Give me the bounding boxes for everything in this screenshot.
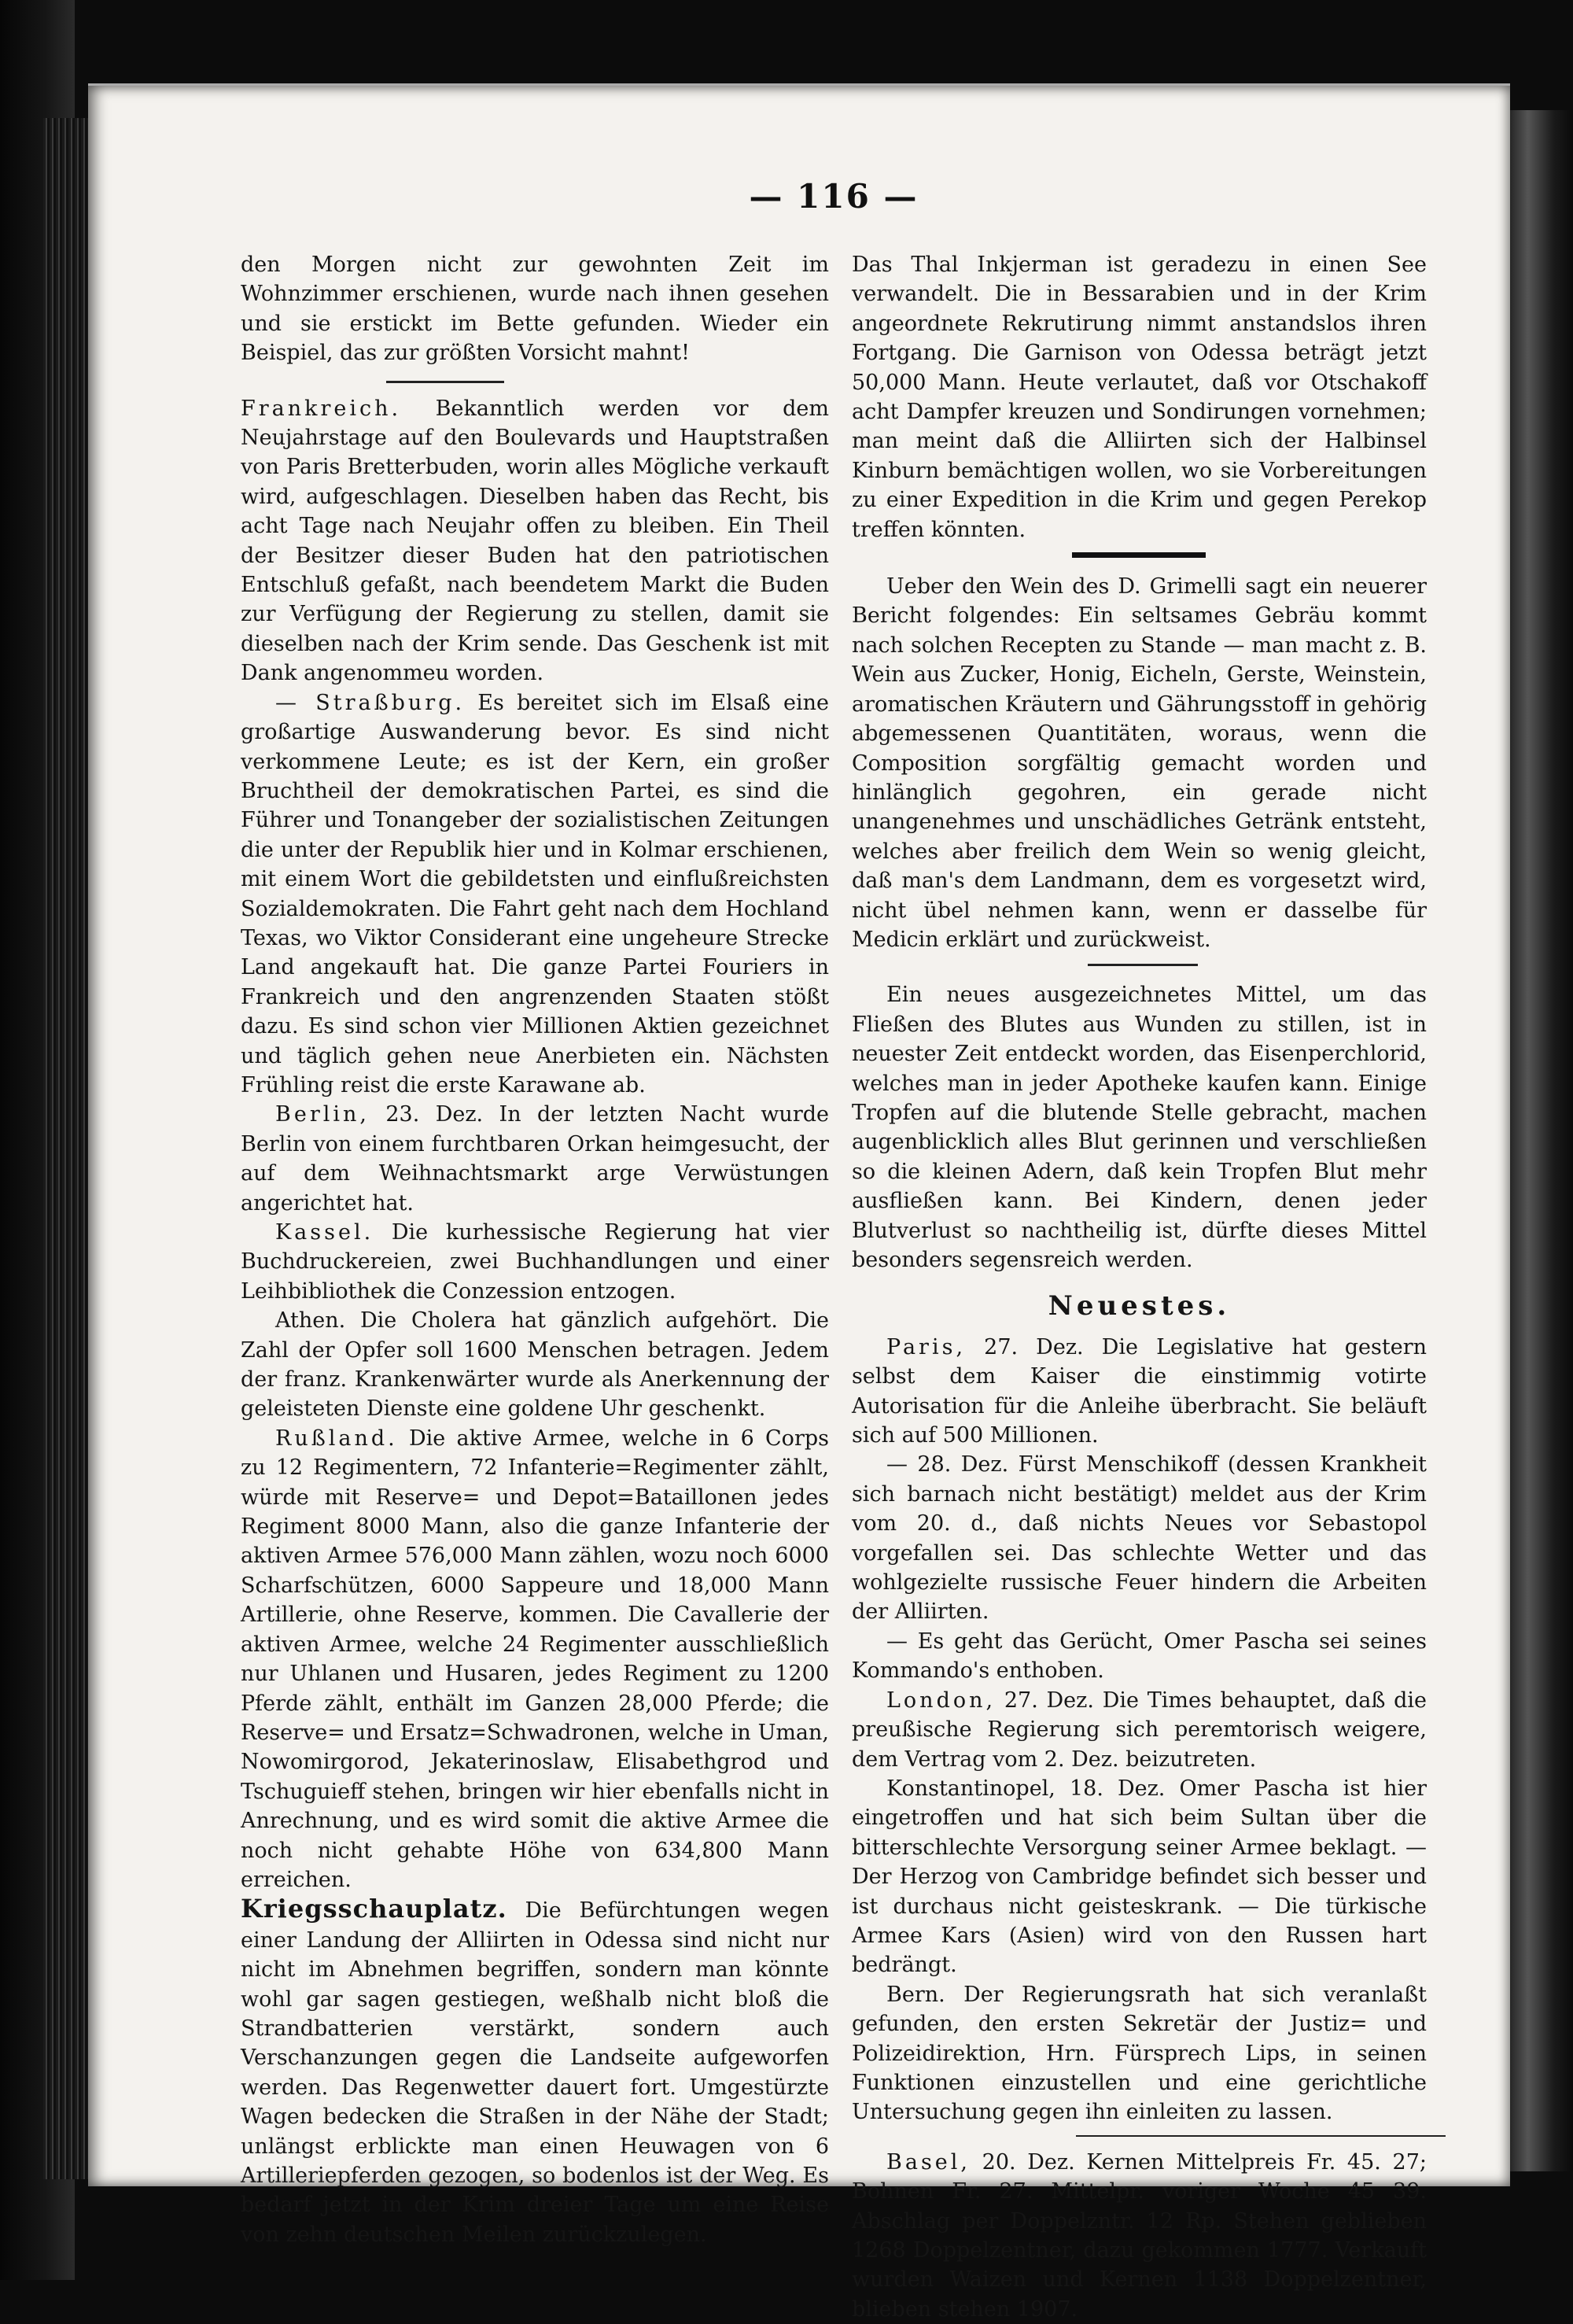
article-text: 27. Dez. Die Legislative hat gestern selbst dem Kaiser die einstimmig votirte Autorisation für die Anleihe überbracht. Sie beläuft sich auf 500 Millionen. bbox=[852, 1334, 1427, 1448]
article-text: Die kurhessische Regierung hat vier Buchdruckereien, zwei Buchhandlungen und einer Leihbibliothek die Conzession entzogen. bbox=[241, 1220, 829, 1304]
dateline-label: Berlin, bbox=[275, 1102, 370, 1127]
market-report-basel bbox=[852, 2148, 1427, 2324]
paragraph-continuation: Das Thal Inkjerman ist geradezu in einen See verwandelt. Die in Bessarabien und in der Krim angeordnete Rekrutirung nimmt anstandslos ihren Fortgang. Die Garnison von Odessa beträgt jetzt 50,000 Mann. Heute verlautet, daß vor Otschakoff acht Dampfer kreuzen und Sondirungen vornehmen; man meint daß die Alliirten sich der Halbinsel Kinburn bemächtigen wollen, wo sie Vorbereitungen zu einer Expedition in die Krim und gegen Perekop treffen könnten. bbox=[852, 253, 1427, 542]
dateline-label: Basel, bbox=[886, 2149, 971, 2175]
article-text: Es bereitet sich im Elsaß eine großartige Auswanderung bevor. Es sind nicht verkommene Leute; es ist der Kern, ein großer Bruchtheil der demokratischen Partei, es sind die Führer und Tonangeber der sozialistischen Zeitungen die unter der Republik hier und in Kolmar erschienen, mit einem Wort die gebildetsten und einflußreichsten Sozialdemokraten. Die Fahrt geht nach dem Hochland Texas, wo Viktor Considerant eine ungeheure Strecke Land angekauft hat. Die ganze Partei Fouriers in Frankreich und den angrenzenden Staaten stößt dazu. Es sind schon vier Millionen Aktien gezeichnet und täglich gehen neue Anerbieten ein. Nächsten Frühling reist die erste Karawane ab. bbox=[241, 690, 829, 1097]
separator-rule bbox=[1088, 964, 1198, 966]
dateline-label: Kassel. bbox=[275, 1220, 374, 1245]
article-text: Bekanntlich werden vor dem Neujahrstage auf den Boulevards und Hauptstraßen von Paris Bretterbuden, worin alles Mögliche verkauft wird, aufgeschlagen. Dieselben haben das Recht, bis acht Tage nach Neujahr offen zu bleiben. Ein Theil der Besitzer dieser Buden hat den patriotischen Entschluß gefaßt, nach beendetem Markt die Buden zur Verfügung der Regierung zu stellen, damit sie dieselben nach der Krim sende. Das Geschenk ist mit Dank angenommeu worden. bbox=[241, 396, 829, 686]
article-text: Die Befürchtungen wegen einer Landung der Alliirten in Odessa sind nicht nur nicht im Abnehmen begriffen, sondern man könnte wohl gar sagen gestiegen, weßhalb nicht bloß die Strandbatterien verstärkt, sondern auch Verschanzungen gegen die Landseite aufgeworfen werden. Das Regenwetter dauert fort. Umgestürzte Wagen bedecken die Straßen in der Nähe der Stadt; unlängst erblickte man einen Heuwagen von 6 Artilleriepferden gezogen, so bodenlos ist der Weg. Es bedarf jetzt in der Krim dreier Tage um eine Reise von zehn deutschen Meilen zurückzulegen. bbox=[241, 1898, 829, 2247]
separator-rule bbox=[1072, 552, 1206, 558]
page-number: — 116 — bbox=[749, 177, 919, 216]
dateline-label: London, bbox=[886, 1688, 996, 1713]
news-paris bbox=[852, 1333, 1427, 1451]
left-column bbox=[241, 250, 829, 2249]
dateline-label: Rußland. bbox=[275, 1426, 398, 1451]
article-text: 18. Dez. Omer Pascha ist hier eingetroffen und hat sich beim Sultan über die bitterschlechte Versorgung seiner Armee beklagt. — Der Herzog von Cambridge befindet sich besser und ist durchaus nicht geisteskrank. — Die türkische Armee Kars (Asien) wird von den Russen hart bedrängt. bbox=[852, 1776, 1427, 1978]
news-konstantinopel bbox=[852, 1774, 1427, 1980]
right-column bbox=[852, 250, 1427, 2324]
article-text: 20. Dez. Kernen Mittelpreis Fr. 45. 27; Bohnen Fr. 27. Mittelpr. voriger Woche 45 39. Abschlag per Doppelzntr. 12 Rp. Stehen geblieben 1268 Doppelzentner, dazu gekommen 1777. Verkauft wurden Waizen und Kernen 1138 Doppelzentner, blieben stehen 1907. bbox=[852, 2149, 1427, 2322]
article-text: Die aktive Armee, welche in 6 Corps zu 12 Regimentern, 72 Infanterie=Regimenter zählt, würde mit Reserve= und Depot=Bataillonen jedes Regiment 8000 Mann, also die ganze Infanterie der aktiven Armee 576,000 Mann zählen, wozu noch 6000 Scharfschützen, 6000 Sappeure und 18,000 Mann Artillerie, ohne Reserve, kommen. Die Cavallerie der aktiven Armee, welche 24 Regimenter ausschließlich nur Uhlanen und Husaren, jedes Regiment zu 1200 Pferde zählt, enthält im Ganzen 28,000 Pferde; die Reserve= und Ersatz=Schwadronen, welche in Uman, Nowomirgorod, Jekaterinoslaw, Elisabethgrod und Tschuguieff stehen, bringen wir hier ebenfalls nicht in Anrechnung, und es wird somit die aktive Armee die noch nicht gehabte Höhe von 634,800 Mann erreichen. bbox=[241, 1426, 829, 1892]
article-russland bbox=[241, 1424, 829, 1895]
article-strassburg bbox=[241, 688, 829, 1101]
news-bern bbox=[852, 1980, 1427, 2127]
news-london bbox=[852, 1686, 1427, 1774]
separator-rule bbox=[1076, 2135, 1446, 2137]
dateline-label: Bern. bbox=[886, 1982, 945, 2007]
section-heading-inline: Kriegsschauplatz. bbox=[241, 1894, 507, 1924]
article-kassel bbox=[241, 1218, 829, 1306]
article-text: Der Regierungsrath hat sich veranlaßt gefunden, den ersten Sekretär der Justiz= und Polizeidirektion, Hrn. Fürsprech Lips, in seinen Funktionen einzustellen und eine gerichtliche Untersuchung gegen ihn einleiten zu lassen. bbox=[852, 1982, 1427, 2125]
article-berlin bbox=[241, 1100, 829, 1218]
article-frankreich bbox=[241, 394, 829, 688]
news-paris-3: — Es geht das Gerücht, Omer Pascha sei seines Kommando's enthoben. bbox=[852, 1629, 1427, 1684]
news-paris-2: — 28. Dez. Fürst Menschikoff (dessen Krankheit sich barnach nicht bestätigt) meldet aus der Krim vom 20. d., daß nichts Neues vor Sebastopol vorgefallen sei. Das schlechte Wetter und das wohlgezielte russische Feuer hindern die Arbeiten der Alliirten. bbox=[852, 1452, 1427, 1625]
article-text: 23. Dez. In der letzten Nacht wurde Berlin von einem furchtbaren Orkan heimgesucht, der auf dem Weihnachtsmarkt arge Verwüstungen angerichtet hat. bbox=[241, 1102, 829, 1215]
dateline-label: Konstantinopel, bbox=[886, 1776, 1055, 1801]
article-kriegsschauplatz bbox=[241, 1894, 829, 2249]
paragraph-continuation: den Morgen nicht zur gewohnten Zeit im Wohnzimmer erschienen, wurde nach ihnen gesehen und sie erstickt im Bette gefunden. Wieder ein Beispiel, das zur größten Vorsicht mahnt! bbox=[241, 253, 829, 366]
separator-rule bbox=[386, 381, 504, 383]
section-heading-neuestes: Neuestes. bbox=[1048, 1290, 1231, 1322]
dateline-label: Frankreich. bbox=[241, 396, 402, 421]
scan-border-right bbox=[1509, 110, 1573, 2171]
article-text: 27. Dez. Die Times behauptet, daß die preußische Regierung sich peremtorisch weigere, dem Vertrag vom 2. Dez. beizutreten. bbox=[852, 1688, 1427, 1772]
dateline-label: — Straßburg. bbox=[275, 690, 466, 715]
dateline-label: Athen. bbox=[275, 1308, 346, 1334]
article-text: Die Cholera hat gänzlich aufgehört. Die Zahl der Opfer soll 1600 Menschen betragen. Jedem der franz. Krankenwärter wurde als Anerkennung der geleisteten Dienste eine goldene Uhr geschenkt. bbox=[241, 1308, 829, 1422]
article-athen bbox=[241, 1306, 829, 1424]
article-blutstillung: Ein neues ausgezeichnetes Mittel, um das Fließen des Blutes aus Wunden zu stillen, ist in neuester Zeit entdeckt worden, das Eisenperchlorid, welches man in jeder Apotheke kaufen kann. Einige Tropfen auf die blutende Stelle gebracht, machen augenblicklich alles Blut gerinnen und verschließen so die kleinen Adern, daß kein Tropfen Blut mehr ausfließen kann. Bei Kindern, denen jeder Blutverlust so nachtheilig ist, dürfte dieses Mittel besonders segensreich werden. bbox=[852, 983, 1427, 1272]
article-wein: Ueber den Wein des D. Grimelli sagt ein neuerer Bericht folgendes: Ein seltsames Gebräu kommt nach solchen Recepten zu Stande — man macht z. B. Wein aus Zucker, Honig, Eicheln, Gerste, Weinstein, aromatischen Kräutern und Gährungsstoff in gehörig abgemessenen Quantitäten, woraus, wenn die Composition sorgfältig gemacht worden und hinlänglich gegohren, ein gerade nicht unangenehmes und unschädliches Getränk entsteht, welches aber freilich dem Wein so wenig gleicht, daß man's dem Landmann, dem es vorgesetzt wird, nicht übel nehmen kann, wenn er dasselbe für Medicin erklärt und zurückweist. bbox=[852, 574, 1427, 952]
dateline-label: Paris, bbox=[886, 1334, 967, 1359]
